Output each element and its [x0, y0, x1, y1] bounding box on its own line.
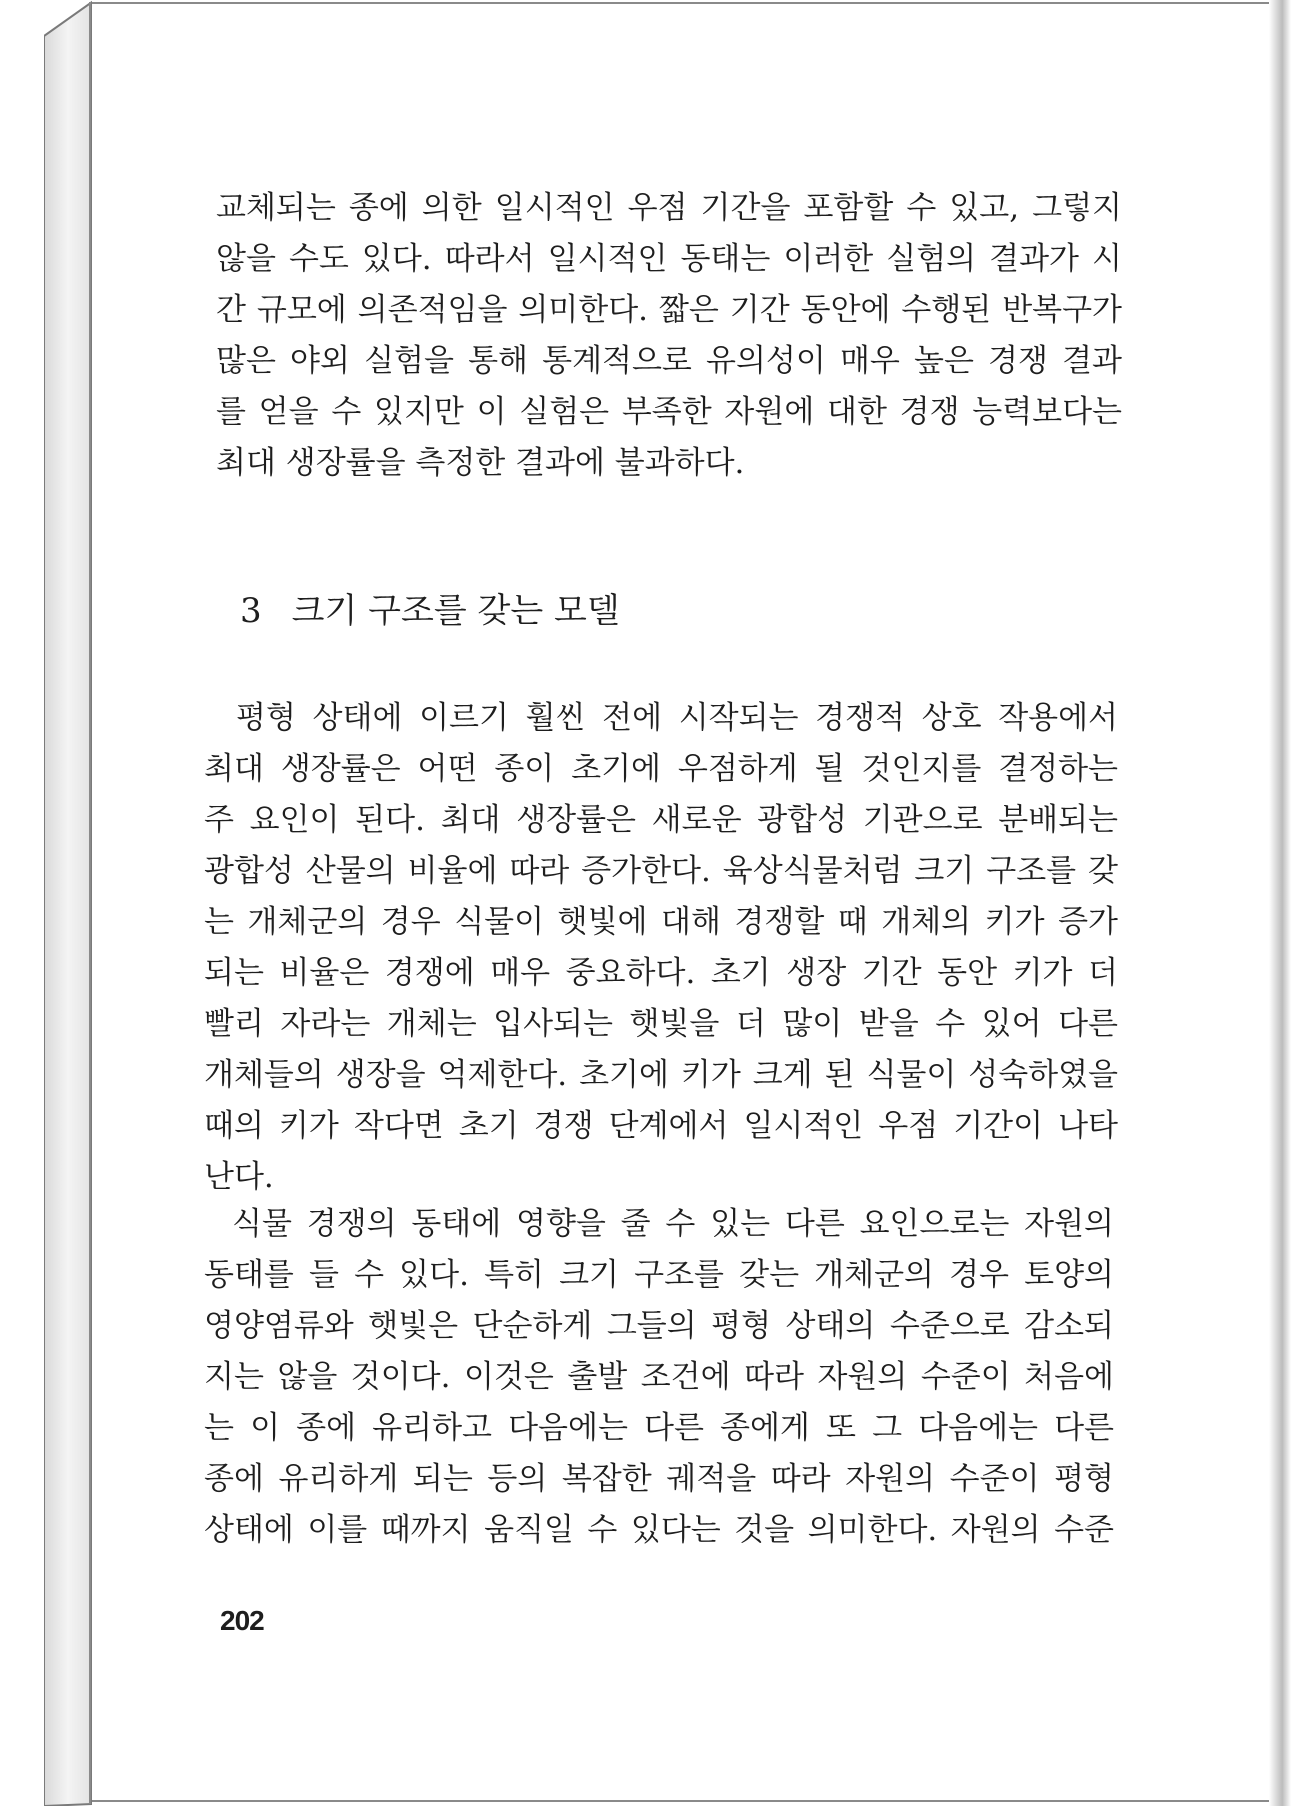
- paragraph-line: 지는 않을 것이다. 이것은 출발 조건에 따라 자원의 수준이 처음에: [204, 1359, 1114, 1395]
- paragraph-line: 영양염류와 햇빛은 단순하게 그들의 평형 상태의 수준으로 감소되: [204, 1308, 1114, 1344]
- section-number: 3: [240, 591, 262, 631]
- section-title: 크기 구조를 갖는 모델: [291, 591, 620, 631]
- paragraph-line: 빨리 자라는 개체는 입사되는 햇빛을 더 많이 받을 수 있어 다른: [204, 1006, 1118, 1042]
- section-heading: [240, 583, 620, 632]
- paragraph-2: [204, 693, 1118, 1203]
- paragraph-line: 때의 키가 작다면 초기 경쟁 단계에서 일시적인 우점 기간이 나타: [204, 1108, 1118, 1144]
- paragraph-line: 난다.: [204, 1159, 274, 1195]
- paragraph-line: 최대 생장률을 측정한 결과에 불과하다.: [216, 445, 745, 481]
- paragraph-3: [204, 1199, 1114, 1556]
- paragraph-line: 종에 유리하게 되는 등의 복잡한 궤적을 따라 자원의 수준이 평형: [204, 1461, 1114, 1497]
- paragraph-line: 평형 상태에 이르기 훨씬 전에 시작되는 경쟁적 상호 작용에서: [236, 700, 1118, 736]
- paragraph-line: 를 얻을 수 있지만 이 실험은 부족한 자원에 대한 경쟁 능력보다는: [216, 394, 1122, 430]
- book-spine-edge: [44, 0, 92, 1806]
- paragraph-line: 많은 야외 실험을 통해 통계적으로 유의성이 매우 높은 경쟁 결과: [216, 343, 1122, 379]
- paragraph-line: 는 개체군의 경우 식물이 햇빛에 대해 경쟁할 때 개체의 키가 증가: [204, 904, 1118, 940]
- paragraph-line: 주 요인이 된다. 최대 생장률은 새로운 광합성 기관으로 분배되는: [204, 802, 1118, 838]
- paragraph-line: 동태를 들 수 있다. 특히 크기 구조를 갖는 개체군의 경우 토양의: [204, 1257, 1114, 1293]
- page-number: 202: [220, 1605, 264, 1636]
- paragraph-line: 개체들의 생장을 억제한다. 초기에 키가 크게 된 식물이 성숙하였을: [204, 1057, 1118, 1093]
- paragraph-line: 최대 생장률은 어떤 종이 초기에 우점하게 될 것인지를 결정하는: [204, 751, 1118, 787]
- paragraph-line: 는 이 종에 유리하고 다음에는 다른 종에게 또 그 다음에는 다른: [204, 1410, 1114, 1446]
- paragraph-line: 상태에 이를 때까지 움직일 수 있다는 것을 의미한다. 자원의 수준: [204, 1512, 1114, 1548]
- paragraph-line: 되는 비율은 경쟁에 매우 중요하다. 초기 생장 기간 동안 키가 더: [204, 955, 1118, 991]
- page-shadow: [1269, 0, 1291, 1806]
- paragraph-line: 광합성 산물의 비율에 따라 증가한다. 육상식물처럼 크기 구조를 갖: [204, 853, 1118, 889]
- paragraph-line: 식물 경쟁의 동태에 영향을 줄 수 있는 다른 요인으로는 자원의: [232, 1206, 1114, 1242]
- paragraph-1: [216, 183, 1122, 489]
- paragraph-line: 교체되는 종에 의한 일시적인 우점 기간을 포함할 수 있고, 그렇지: [216, 190, 1122, 226]
- paragraph-line: 간 규모에 의존적임을 의미한다. 짧은 기간 동안에 수행된 반복구가: [216, 292, 1122, 328]
- paragraph-line: 않을 수도 있다. 따라서 일시적인 동태는 이러한 실험의 결과가 시: [216, 241, 1122, 277]
